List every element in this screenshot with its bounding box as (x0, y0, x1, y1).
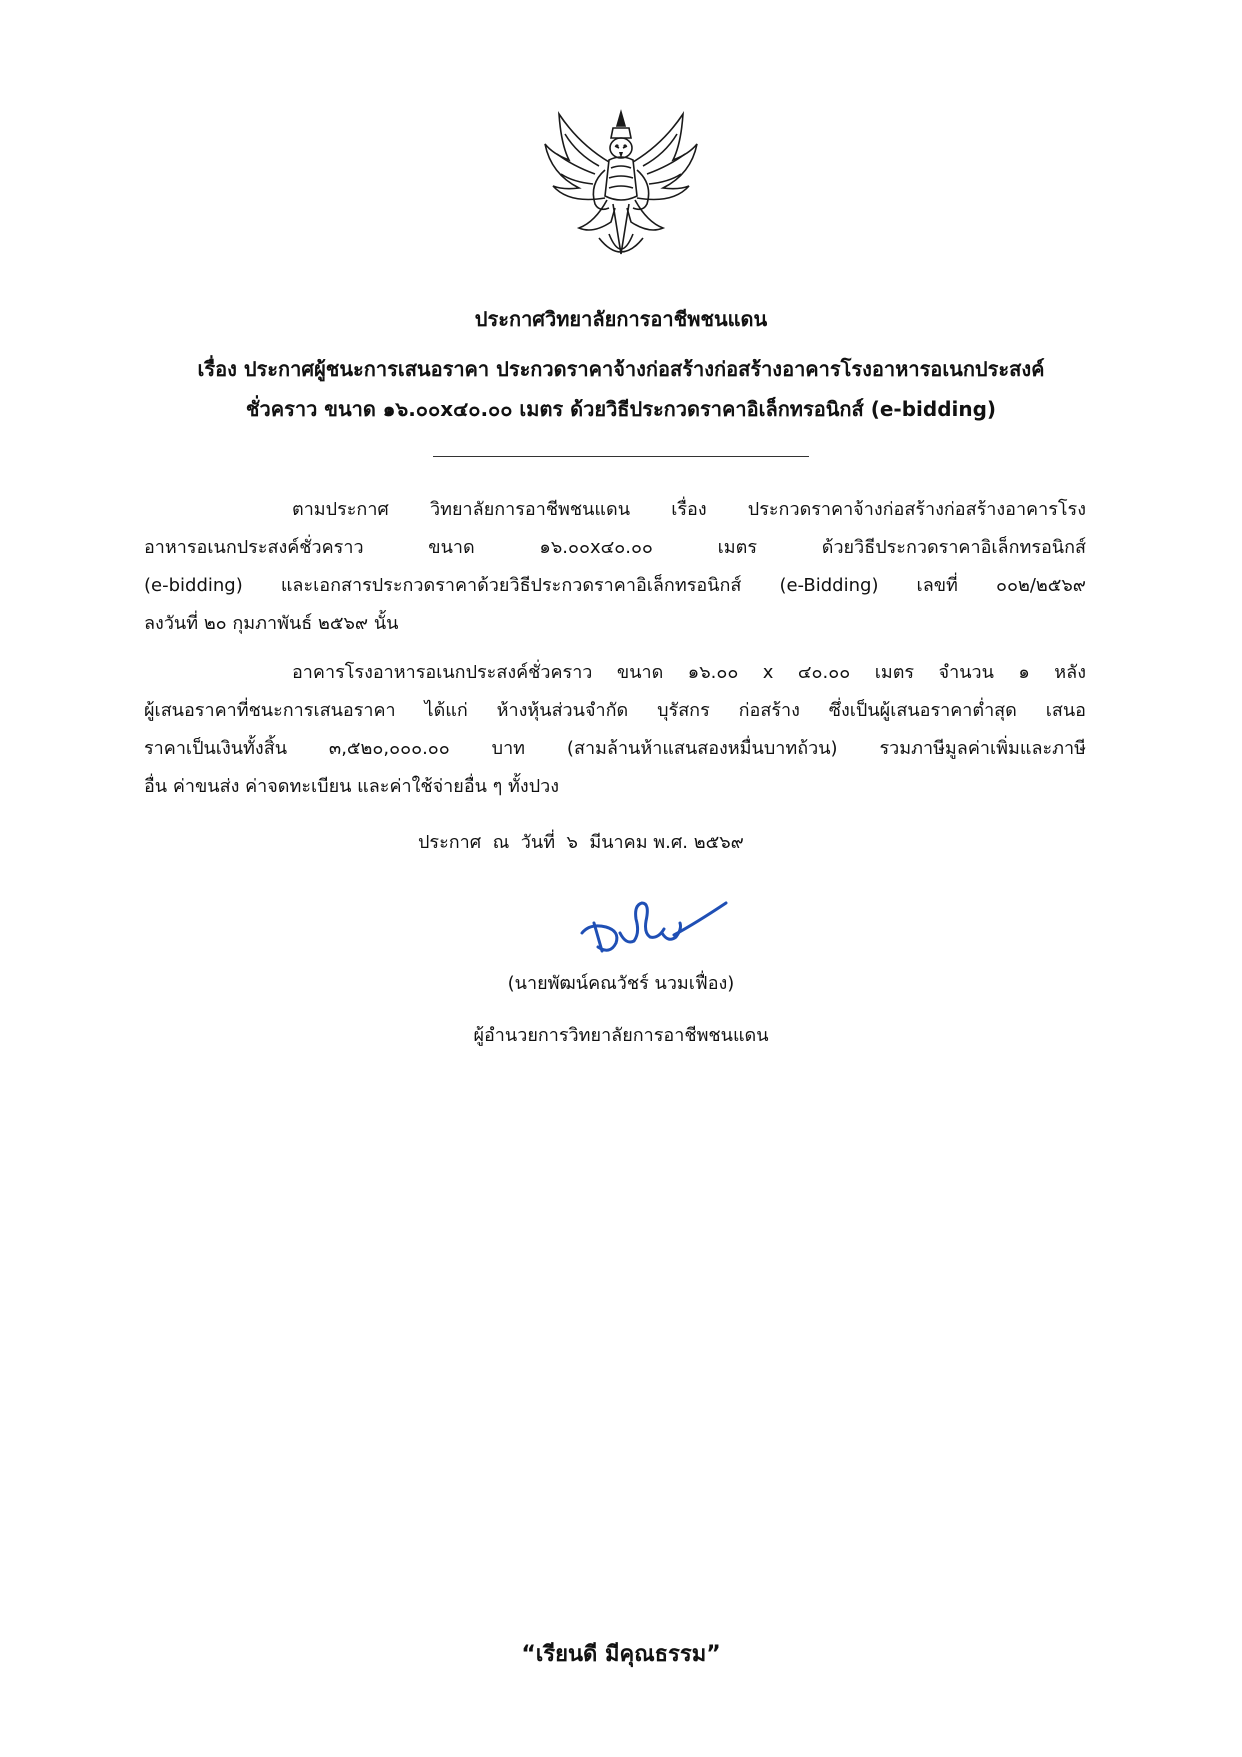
paragraph-line: ตามประกาศ วิทยาลัยการอาชีพชนแดน เรื่อง ประกวดราคาจ้างก่อสร้างก่อสร้างอาคารโรง (292, 499, 1086, 520)
body-paragraph-1 (144, 491, 1086, 643)
handwritten-signature-icon (576, 893, 736, 959)
paragraph-line: อาหารอเนกประสงค์ชั่วคราว ขนาด ๑๖.๐๐x๔๐.๐๐ เมตร ด้วยวิธีประกวดราคาอิเล็กทรอนิกส์ (144, 537, 1086, 558)
garuda-emblem-icon (539, 104, 703, 266)
paragraph-line: อื่น ค่าขนส่ง ค่าจดทะเบียน และค่าใช้จ่ายอื่น ๆ ทั้งปวง (144, 776, 560, 797)
paragraph-line: ลงวันที่ ๒๐ กุมภาพันธ์ ๒๕๖๙ นั้น (144, 613, 399, 634)
paragraph-line: (e-bidding) และเอกสารประกวดราคาด้วยวิธีประกวดราคาอิเล็กทรอนิกส์ (e-Bidding) เลขที่ ๐๐๒/๒๕๖๙ (144, 575, 1086, 596)
paragraph-line: อาคารโรงอาหารอเนกประสงค์ชั่วคราว ขนาด ๑๖.๐๐ x ๔๐.๐๐ เมตร จำนวน ๑ หลัง (292, 662, 1086, 683)
body-paragraph-2 (144, 654, 1086, 806)
signer-position: ผู้อำนวยการวิทยาลัยการอาชีพชนแดน (473, 1025, 769, 1046)
announcement-date: ประกาศ ณ วันที่ ๖ มีนาคม พ.ศ. ๒๕๖๙ (418, 832, 744, 853)
signer-name: (นายพัฒน์คณวัชร์ นวมเฟื่อง) (507, 973, 735, 994)
announcement-heading: ประกาศวิทยาลัยการอาชีพชนแดน (474, 307, 768, 331)
subject-line-2: ชั่วคราว ขนาด ๑๖.๐๐x๔๐.๐๐ เมตร ด้วยวิธีประกวดราคาอิเล็กทรอนิกส์ (e-bidding) (245, 397, 997, 421)
college-motto: “เรียนดี มีคุณธรรม” (521, 1642, 721, 1667)
subject-line-1: เรื่อง ประกาศผู้ชนะการเสนอราคา ประกวดราคาจ้างก่อสร้างก่อสร้างอาคารโรงอาหารอเนกประสงค์ (197, 357, 1045, 381)
paragraph-line: ราคาเป็นเงินทั้งสิ้น ๓,๕๒๐,๐๐๐.๐๐ บาท (สามล้านห้าแสนสองหมื่นบาทถ้วน) รวมภาษีมูลค่าเพิ่มและภาษี (144, 738, 1086, 759)
paragraph-line: ผู้เสนอราคาที่ชนะการเสนอราคา ได้แก่ ห้างหุ้นส่วนจำกัด บุรัสกร ก่อสร้าง ซึ่งเป็นผู้เสนอราคาต่ำสุด เสนอ (144, 700, 1086, 721)
heading-divider (433, 456, 809, 457)
